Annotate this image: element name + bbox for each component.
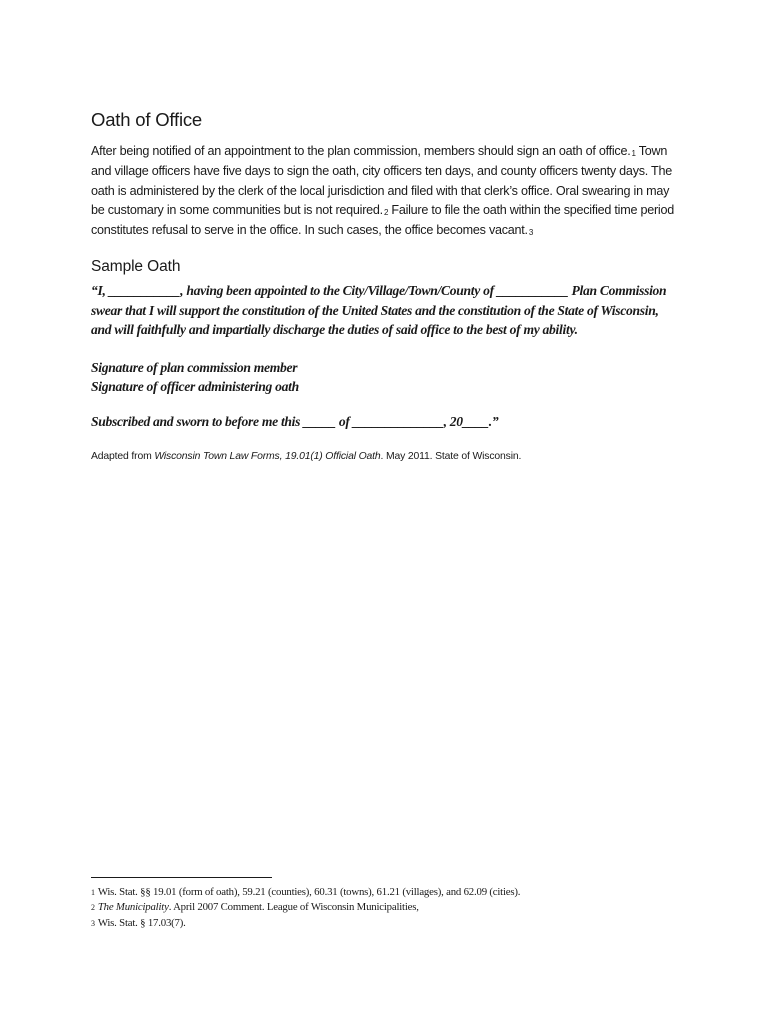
adapted-from-note [91, 450, 681, 464]
footnote-ref-2[interactable]: 2 [383, 207, 389, 217]
footnote-text: Wis. Stat. § 17.03(7). [97, 916, 186, 929]
intro-text-3: Failure to file the oath within the specified time period constitutes refusal to serve in the office. In such cases, the office becomes vacant. [91, 202, 674, 238]
adapted-suffix: . May 2011. State of Wisconsin. [380, 451, 522, 463]
adapted-source: Wisconsin Town Law Forms, 19.01(1) Official Oath [154, 451, 381, 463]
footnote-title: The Municipality [97, 901, 169, 914]
intro-text-2: Town and village officers have five days to sign the oath, city officers ten days, and county officers twenty days. The oath is administered by the clerk of the local jurisdiction and filed with that clerk’s office. Oral swearing in may be customary in some communities but is not required. [91, 144, 673, 217]
footnote-ref-1[interactable]: 1 [631, 149, 636, 158]
footnote-1 [91, 885, 691, 900]
footnote-text: . April 2007 Comment. League of Wisconsin Municipalities, [168, 901, 419, 914]
footnote-number: 2 [91, 903, 95, 913]
footnote-number: 3 [91, 918, 95, 928]
intro-paragraph [91, 142, 681, 241]
footnotes [91, 885, 691, 931]
signature-member-line: Signature of plan commission member [91, 359, 298, 375]
main-content [91, 108, 681, 464]
oath-text: “I, ___________, having been appointed to the City/Village/Town/County of ___________ Plan Commission swear that I will support the constitution of the United States and the constitution of the State of Wisconsin, and will faithfully and impartially discharge the duties of said office to the best of my ability. [91, 283, 667, 338]
page-title: Oath of Office [91, 109, 203, 130]
adapted-prefix: Adapted from [91, 451, 155, 463]
sample-oath-heading: Sample Oath [91, 258, 181, 276]
signature-officer-line: Signature of officer administering oath [91, 379, 299, 395]
footnote-divider [91, 877, 272, 878]
signature-lines [91, 358, 681, 397]
footnote-2 [91, 900, 691, 915]
footnote-text: Wis. Stat. §§ 19.01 (form of oath), 59.21 (counties), 60.31 (towns), 61.21 (villages), and 62.09 (cities). [97, 886, 521, 898]
footnote-ref-3[interactable]: 3 [528, 228, 534, 238]
intro-text-1: After being notified of an appointment to the plan commission, members should sign an oath of office. [91, 144, 631, 158]
footnote-3 [91, 916, 691, 931]
footnote-number: 1 [91, 888, 95, 897]
sworn-line: Subscribed and sworn to before me this _____ of ______________, 20____.” [91, 413, 499, 429]
